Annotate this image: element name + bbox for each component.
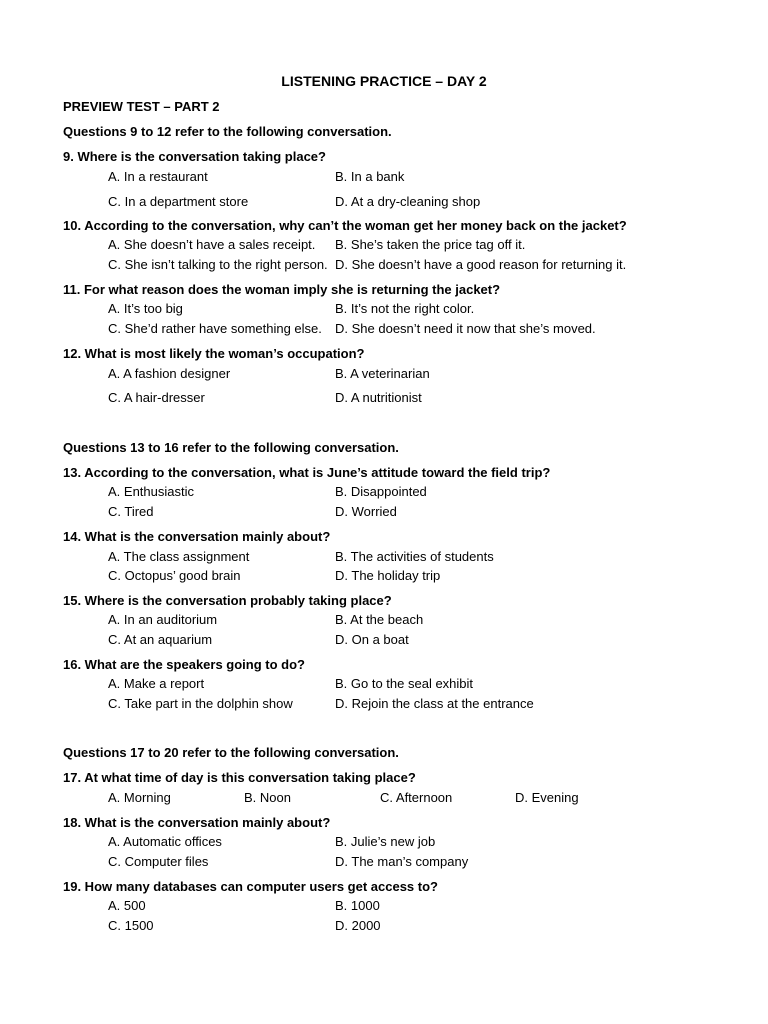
group-intro: Questions 17 to 20 refer to the following conversation. — [63, 745, 399, 760]
option-c: C. Computer files — [108, 854, 209, 869]
question-text: 19. How many databases can computer users get access to? — [63, 879, 438, 894]
option-b: B. At the beach — [335, 612, 424, 627]
question-text: 15. Where is the conversation probably taking place? — [63, 593, 392, 608]
option-b: B. In a bank — [335, 169, 405, 184]
option-b: B. A veterinarian — [335, 366, 430, 381]
option-a: A. 500 — [108, 898, 146, 913]
option-d: D. 2000 — [335, 918, 381, 933]
option-a: A. She doesn’t have a sales receipt. — [108, 237, 316, 252]
option-c: C. In a department store — [108, 194, 249, 209]
option-a: A. In a restaurant — [108, 169, 208, 184]
option-a: A. A fashion designer — [108, 366, 231, 381]
option-a: A. The class assignment — [108, 549, 250, 564]
option-b: B. She’s taken the price tag off it. — [335, 237, 526, 252]
question-text: 16. What are the speakers going to do? — [63, 657, 305, 672]
option-b: B. Julie’s new job — [335, 834, 436, 849]
question-text: 11. For what reason does the woman imply she is returning the jacket? — [63, 282, 501, 297]
question-text: 10. According to the conversation, why can’t the woman get her money back on the jacket? — [63, 218, 627, 233]
option-a: A. It’s too big — [108, 301, 183, 316]
option-b: B. It’s not the right color. — [335, 301, 475, 316]
option-d: D. Evening — [515, 790, 579, 805]
option-d: D. At a dry-cleaning shop — [335, 194, 481, 209]
option-b: B. Noon — [244, 790, 291, 805]
question-text: 13. According to the conversation, what is June’s attitude toward the field trip? — [63, 465, 551, 480]
option-a: A. Morning — [108, 790, 171, 805]
question-text: 12. What is most likely the woman’s occupation? — [63, 346, 365, 361]
option-b: B. The activities of students — [335, 549, 494, 564]
option-b: B. 1000 — [335, 898, 380, 913]
option-c: C. 1500 — [108, 918, 154, 933]
option-a: A. Make a report — [108, 676, 205, 691]
group-intro: Questions 13 to 16 refer to the following conversation. — [63, 440, 399, 455]
question-text: 14. What is the conversation mainly about? — [63, 529, 331, 544]
option-c: C. She’d rather have something else. — [108, 321, 322, 336]
option-d: D. Worried — [335, 504, 397, 519]
option-d: D. On a boat — [335, 632, 409, 647]
option-c: C. Tired — [108, 504, 154, 519]
option-c: C. A hair-dresser — [108, 390, 205, 405]
page-subtitle: PREVIEW TEST – PART 2 — [63, 99, 220, 114]
option-d: D. The man’s company — [335, 854, 469, 869]
group-intro: Questions 9 to 12 refer to the following conversation. — [63, 124, 392, 139]
option-c: C. She isn’t talking to the right person. — [108, 257, 328, 272]
option-d: D. She doesn’t have a good reason for returning it. — [335, 257, 627, 272]
option-d: D. The holiday trip — [335, 568, 441, 583]
option-a: A. Enthusiastic — [108, 484, 194, 499]
option-b: B. Go to the seal exhibit — [335, 676, 474, 691]
option-d: D. A nutritionist — [335, 390, 422, 405]
option-c: C. Take part in the dolphin show — [108, 696, 293, 711]
question-text: 17. At what time of day is this conversation taking place? — [63, 770, 416, 785]
option-c: C. Octopus’ good brain — [108, 568, 241, 583]
option-d: D. Rejoin the class at the entrance — [335, 696, 534, 711]
option-c: C. At an aquarium — [108, 632, 213, 647]
option-b: B. Disappointed — [335, 484, 427, 499]
option-a: A. Automatic offices — [108, 834, 222, 849]
page-title: LISTENING PRACTICE – DAY 2 — [281, 73, 487, 89]
option-a: A. In an auditorium — [108, 612, 218, 627]
question-text: 9. Where is the conversation taking place? — [63, 149, 326, 164]
option-d: D. She doesn’t need it now that she’s moved. — [335, 321, 596, 336]
option-c: C. Afternoon — [380, 790, 453, 805]
question-text: 18. What is the conversation mainly about? — [63, 815, 331, 830]
